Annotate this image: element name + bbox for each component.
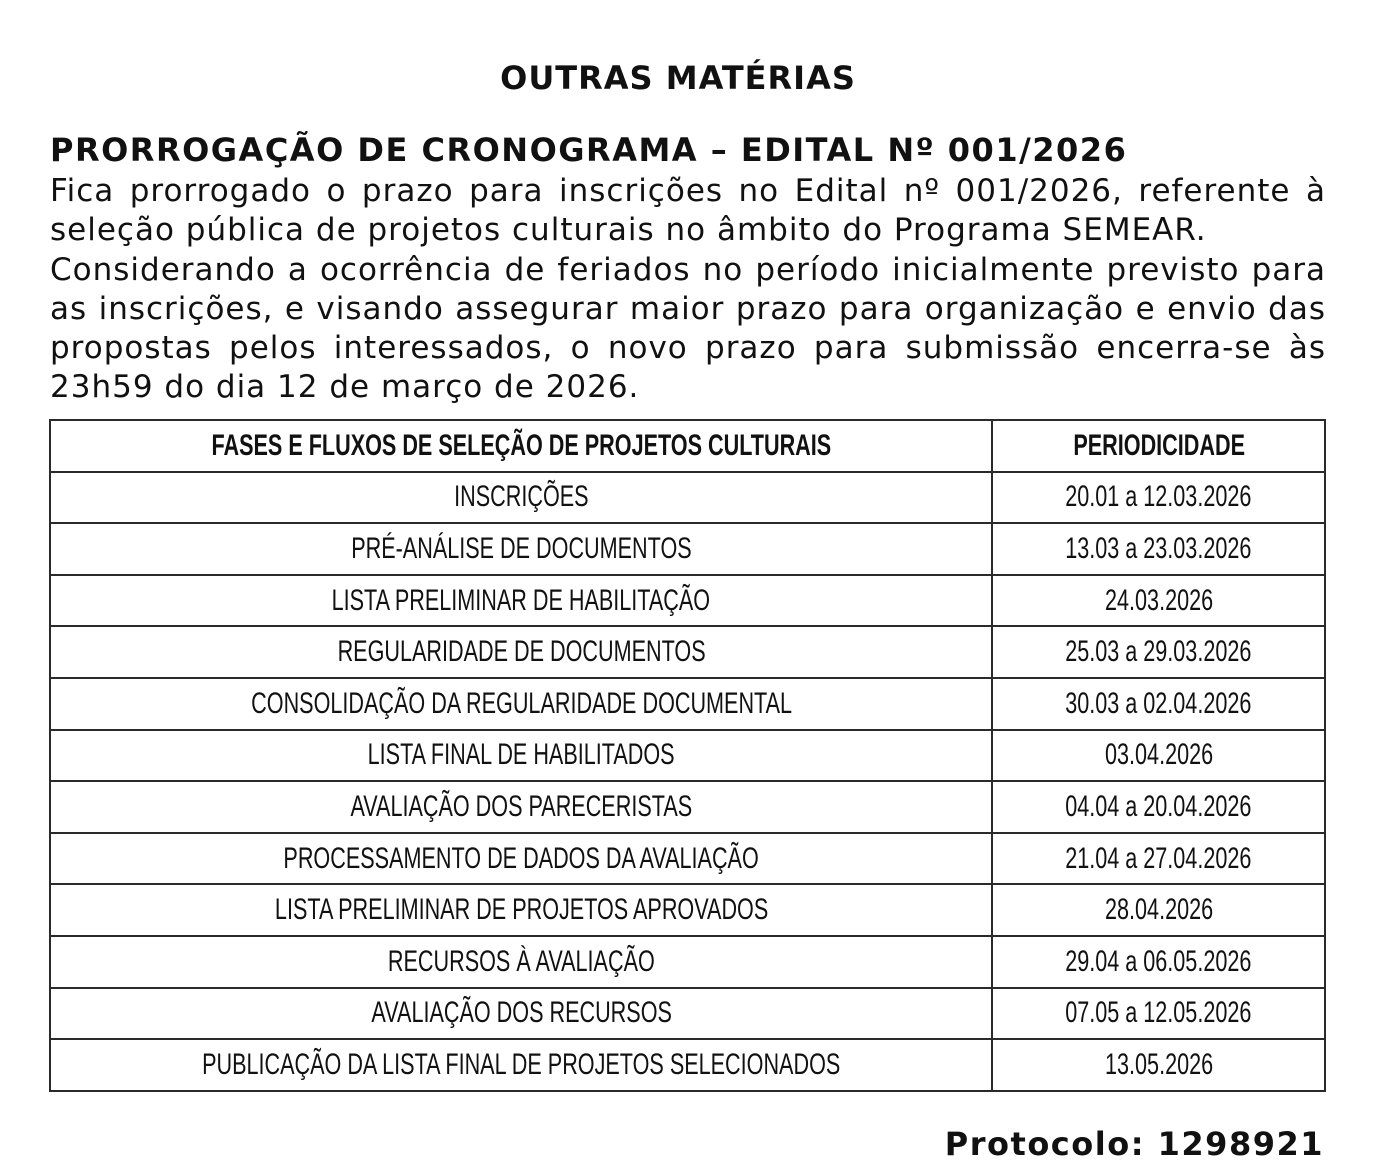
phase-text: REGULARIDADE DE DOCUMENTOS — [337, 635, 706, 669]
phase-cell — [50, 472, 992, 524]
period-text: 29.04 a 06.05.2026 — [1065, 944, 1252, 978]
phase-cell — [50, 626, 992, 678]
phase-text: AVALIAÇÃO DOS RECURSOS — [370, 996, 672, 1030]
table-row — [50, 884, 1325, 936]
phase-cell — [50, 884, 992, 936]
phase-text: PUBLICAÇÃO DA LISTA FINAL DE PROJETOS SELECIONADOS — [202, 1047, 841, 1081]
table-row — [50, 781, 1325, 833]
phase-cell — [50, 988, 992, 1040]
column-header-period — [992, 420, 1325, 472]
period-text: 04.04 a 20.04.2026 — [1065, 789, 1252, 823]
phase-text: LISTA PRELIMINAR DE PROJETOS APROVADOS — [274, 893, 768, 927]
table-row — [50, 936, 1325, 988]
period-cell — [992, 523, 1325, 575]
phase-cell — [50, 730, 992, 782]
period-text: 28.04.2026 — [1104, 893, 1213, 927]
phase-cell — [50, 781, 992, 833]
period-text: 13.03 a 23.03.2026 — [1065, 531, 1252, 565]
section-title: OUTRAS MATÉRIAS — [500, 59, 856, 97]
column-header-label: FASES E FLUXOS DE SELEÇÃO DE PROJETOS CULTURAIS — [211, 428, 832, 462]
phase-cell — [50, 678, 992, 730]
period-text: 30.03 a 02.04.2026 — [1065, 686, 1252, 720]
table-row — [50, 626, 1325, 678]
period-cell — [992, 626, 1325, 678]
phase-cell — [50, 1039, 992, 1091]
table-row — [50, 678, 1325, 730]
phase-cell — [50, 936, 992, 988]
phase-text: RECURSOS À AVALIAÇÃO — [387, 944, 655, 978]
period-cell — [992, 472, 1325, 524]
phase-cell — [50, 523, 992, 575]
phase-text: AVALIAÇÃO DOS PARECERISTAS — [350, 789, 693, 823]
table-row — [50, 730, 1325, 782]
document-heading: PRORROGAÇÃO DE CRONOGRAMA – EDITAL Nº 001/2026 — [50, 131, 1128, 169]
period-cell — [992, 575, 1325, 627]
table-row — [50, 575, 1325, 627]
phase-text: PROCESSAMENTO DE DADOS DA AVALIAÇÃO — [283, 841, 759, 875]
column-header-phase — [50, 420, 992, 472]
period-cell — [992, 781, 1325, 833]
period-cell — [992, 884, 1325, 936]
phase-cell — [50, 575, 992, 627]
period-cell — [992, 730, 1325, 782]
period-text: 03.04.2026 — [1104, 738, 1213, 772]
table-header-row — [50, 420, 1325, 472]
document-body — [50, 172, 1326, 408]
period-cell — [992, 936, 1325, 988]
paragraph: Fica prorrogado o prazo para inscrições no Edital nº 001/2026, referente à seleção pública de projetos culturais no âmbito do Programa SEMEAR. — [50, 173, 1326, 249]
period-text: 13.05.2026 — [1104, 1047, 1213, 1081]
schedule-table — [49, 419, 1326, 1092]
period-text: 25.03 a 29.03.2026 — [1065, 635, 1252, 669]
period-text: 20.01 a 12.03.2026 — [1065, 480, 1252, 514]
table-row — [50, 472, 1325, 524]
phase-text: CONSOLIDAÇÃO DA REGULARIDADE DOCUMENTAL — [250, 686, 792, 720]
protocol-number: Protocolo: 1298921 — [944, 1125, 1324, 1163]
period-text: 21.04 a 27.04.2026 — [1065, 841, 1252, 875]
table-row — [50, 833, 1325, 885]
period-text: 07.05 a 12.05.2026 — [1065, 996, 1252, 1030]
table-row — [50, 1039, 1325, 1091]
phase-text: PRÉ-ANÁLISE DE DOCUMENTOS — [350, 531, 692, 565]
phase-text: LISTA FINAL DE HABILITADOS — [367, 738, 675, 772]
period-cell — [992, 988, 1325, 1040]
paragraph: Considerando a ocorrência de feriados no período inicialmente previsto para as inscrições, e visando assegurar maior prazo para organização e envio das propostas pelos interessados, o novo prazo para submissão encerra-se às 23h59 do dia 12 de março de 2026. — [50, 251, 1326, 406]
period-cell — [992, 678, 1325, 730]
phase-text: INSCRIÇÕES — [454, 480, 589, 514]
phase-text: LISTA PRELIMINAR DE HABILITAÇÃO — [331, 583, 711, 617]
table-row — [50, 523, 1325, 575]
phase-cell — [50, 833, 992, 885]
period-cell — [992, 1039, 1325, 1091]
table-row — [50, 988, 1325, 1040]
period-text: 24.03.2026 — [1104, 583, 1213, 617]
period-cell — [992, 833, 1325, 885]
column-header-label: PERIODICIDADE — [1072, 428, 1245, 462]
